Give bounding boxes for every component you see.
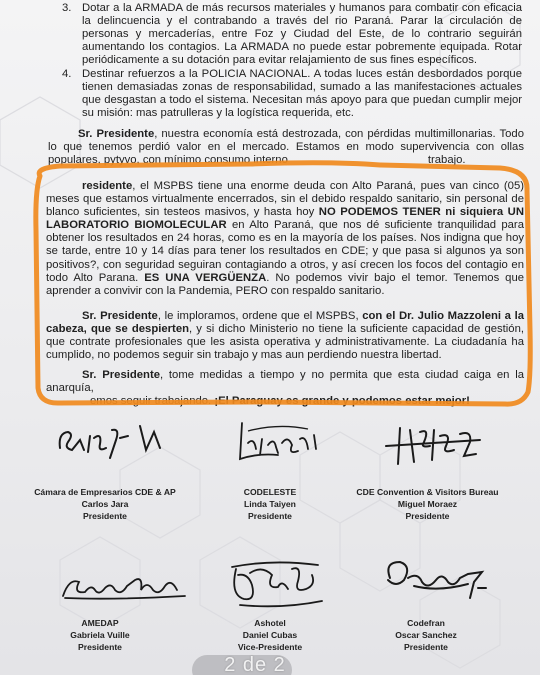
signatory-role: Vice-Presidente <box>237 642 303 652</box>
signature-oscar-sanchez <box>378 552 498 612</box>
signature-daniel-cubas <box>222 555 332 615</box>
emphasis-text: ¡El Paraguay es grande y podemos estar mejor! <box>214 395 470 408</box>
signatory-block <box>30 486 180 522</box>
signatory-org: CODELESTE <box>243 487 297 497</box>
list-number: 4. <box>62 68 72 80</box>
paragraph-text: , tome medidas a tiempo y no permita que esta ciudad caiga en la anarquía, <box>46 369 524 395</box>
signatory-name: Miguel Moraez <box>397 499 458 509</box>
paragraph-text: . No podemos vivir bajo el temor. Tenemos que aprender a convivir con la Pandemia, PERO con respaldo sanitario. <box>46 271 525 297</box>
signatory-org: Cámara de Empresarios CDE & AP <box>34 487 176 497</box>
signatory-role: Presidente <box>405 511 450 521</box>
paragraph-tail: trabajo. <box>427 154 466 167</box>
signatory-role: Presidente <box>78 642 122 652</box>
salutation: Sr. Presidente <box>82 310 158 322</box>
paragraph-text: , y si dicho Ministerio no tiene la suficiente capacidad de gestión, que contrate profesionales que les asista operativa y administrativamente. La ciudadanía ha cumplido, no podemos seguir sin trabajo y mas aun perdiendo nuestra libertad. <box>46 323 525 362</box>
paragraph-text: en Alto Paraná, que nos dé suficiente tranquilidad para obtener los resultados en 24 horas, como es en la mayoría de los países. Nos indigna que hoy se tarde, entre 10 y 14 días para tener los resultados en CDE; y que pasa si algunos ya son positivos?, con seguridad seguiran contagiando a otros, y así crecen los focos del contagio en todo Alto Parana. <box>46 219 524 284</box>
signatory-block <box>40 617 160 653</box>
emphasis-text: NO PODEMOS TENER ni siquiera UN LABORATORIO BIOMOLECULAR <box>46 206 524 232</box>
salutation: Sr. Presidente <box>78 128 155 140</box>
signatory-org: Ashotel <box>254 618 286 628</box>
signatory-org: CDE Convention & Visitors Bureau <box>356 487 499 497</box>
signature-miguel-moraez <box>380 418 490 473</box>
signatory-org: AMEDAP <box>81 618 119 628</box>
paragraph-text: , nuestra economía está destrozada, con pérdidas multimillonarias. Todo lo que tenemos perdió valor en el mercado. Estamos en modo supervivencia con ollas populares, pytyvo, con mínimo consumo interno <box>48 128 524 167</box>
signatory-name: Oscar Sanchez <box>395 630 457 640</box>
signatory-block <box>366 617 486 653</box>
salutation: Sr. Presidente <box>82 369 160 381</box>
paragraph-text: emos seguir trabajando. <box>90 395 215 408</box>
list-number: 3. <box>62 2 72 14</box>
paragraph-text: , el MSPBS tiene una enorme deuda con Alto Paraná, pues van cinco (05) meses que estamos virtualmente encerrados, sin el debido respaldo sanitario, sin personal de blanco suficientes, sin testeos masivos, y hasta hoy <box>46 180 524 219</box>
signature-carlos-jara <box>50 418 170 468</box>
signature-linda-taiyen <box>228 415 328 470</box>
signatory-name: Linda Taiyen <box>244 499 296 509</box>
signatory-role: Presidente <box>404 642 448 652</box>
salutation: residente <box>82 180 133 192</box>
signatory-org: Codefran <box>407 618 445 628</box>
signatory-name: Carlos Jara <box>81 499 129 509</box>
emphasis-text: con el Dr. Julio Mazzoleni a la cabeza, que se despierten <box>46 310 524 336</box>
page-indicator: 2 de 2 <box>224 654 286 675</box>
signatory-role: Presidente <box>83 511 127 521</box>
signatory-block <box>200 486 340 522</box>
signatory-block <box>345 486 510 522</box>
list-item: Dotar a la ARMADA de más recursos materiales y humanos para combatir con eficacia la delincuencia y el contrabando a través del rio Paraná. Parar la circulación de personas y mercaderías, entre Foz y Ciudad del Este, de lo contrario seguirán aumentando los contagios. La ARMADA no puede estar pobremente equipada. Rotar periódicamente a su dotación para evitar relajamiento de sus fines específicos. <box>82 2 522 67</box>
signatory-name: Daniel Cubas <box>242 630 298 640</box>
signatory-block <box>210 617 330 653</box>
paragraph-text: , le imploramos, ordene que el MSPBS, <box>157 310 363 322</box>
signatory-role: Presidente <box>248 511 292 521</box>
signatory-name: Gabriela Vuille <box>70 630 130 640</box>
signature-gabriela-vuille <box>55 560 195 610</box>
emphasis-text: ES UNA VERGÜENZA <box>144 271 267 284</box>
list-item: Destinar refuerzos a la POLICIA NACIONAL. A todas luces están desbordados porque tienen demasiadas zonas de responsabilidad, sumado a las manifestaciones actuales que desgastan a todo el sistema. Necesitan más apoyo para que puedan cumplir mejor su misión: mas patrulleras y la logística requerida, etc. <box>82 68 522 120</box>
